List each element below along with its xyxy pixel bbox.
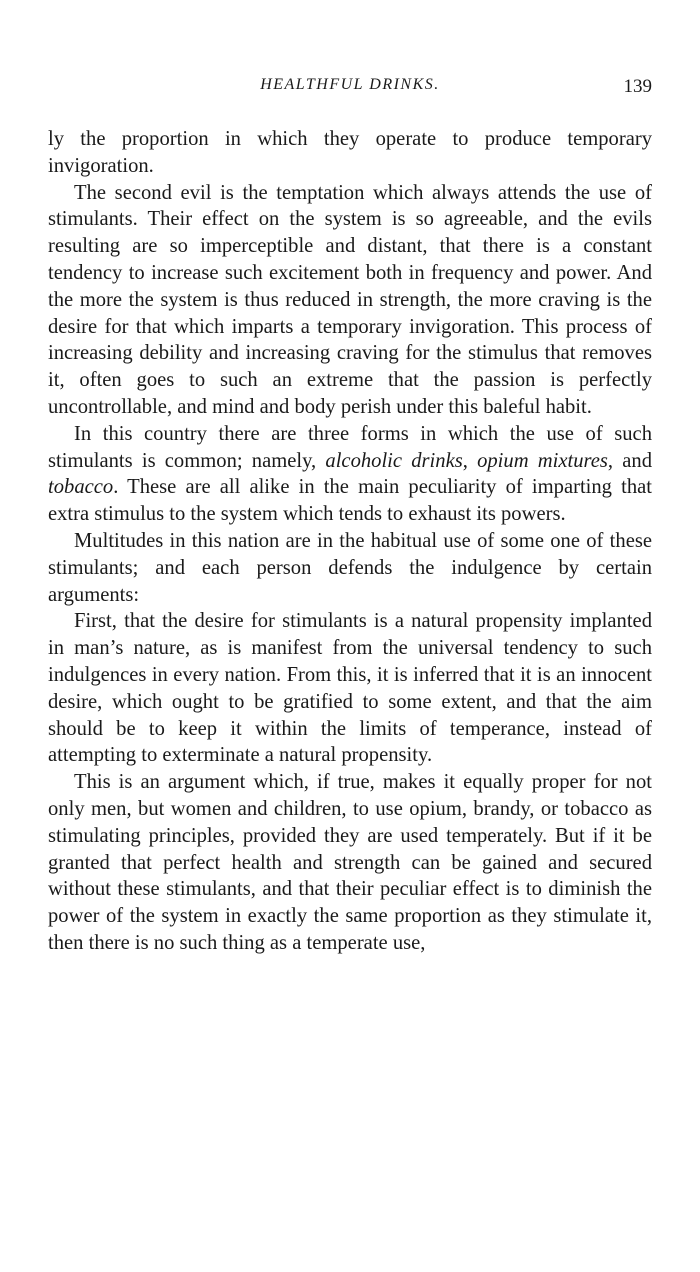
paragraph-text: . These are all alike in the main peculiarity of imparting that extra stimulus to the system which tends to exhaust its powers. [48,476,652,526]
running-head [48,76,652,100]
running-title: HEALTHFUL DRINKS. [260,76,440,93]
paragraph-text: , [462,449,478,472]
paragraph-text: , and [607,449,652,472]
italic-term-tobacco: tobacco [48,476,114,499]
paragraph-three-forms [48,421,652,528]
paragraph-second-evil: The second evil is the temptation which always attends the use of stimulants. Their effect on the system is so agreeable, and the evils resulting are so imperceptible and distant, that there is a constant tendency to increase such excitement both in frequency and power. And the more the system is thus reduced in strength, the more craving is the desire for that which imparts a temporary invigoration. This process of increasing debility and increasing craving for the stimulus that removes it, often goes to such an extreme that the passion is perfectly uncontrollable, and mind and body perish under this baleful habit. [48,181,652,418]
italic-term-alcoholic-drinks: alcoholic drinks [325,449,463,472]
paragraph-rebuttal: This is an argument which, if true, makes it equally proper for not only men, but women and children, to use opium, brandy, or tobacco as stimulating principles, provided they are used temperately. But if it be granted that perfect health and strength can be gained and secured without these stimulants, and that their peculiar effect is to diminish the power of the system in exactly the same proportion as they stimulate it, then there is no such thing as a temperate use, [48,771,652,954]
paragraph-first-argument: First, that the desire for stimulants is a natural propensity implanted in man’s nature, as is manifest from the universal tendency to such indulgences in every nation. From this, it is inferred that it is an innocent desire, which ought to be gratified to some extent, and that the aim should be to keep it within the limits of temperance, instead of attempting to exterminate a natural propensity. [48,610,652,767]
paragraph-continuation: ly the proportion in which they operate to produce temporary invigoration. [48,128,652,177]
paragraph-text: In this country there are three forms in which the use of such stimulants is common; namely, [48,422,652,472]
body-text [48,126,652,957]
paragraph-multitudes: Multitudes in this nation are in the habitual use of some one of these stimulants; and each person defends the indulgence by certain arguments: [48,529,652,606]
page-number: 139 [623,76,652,97]
italic-term-opium-mixtures: opium mixtures [477,449,608,472]
